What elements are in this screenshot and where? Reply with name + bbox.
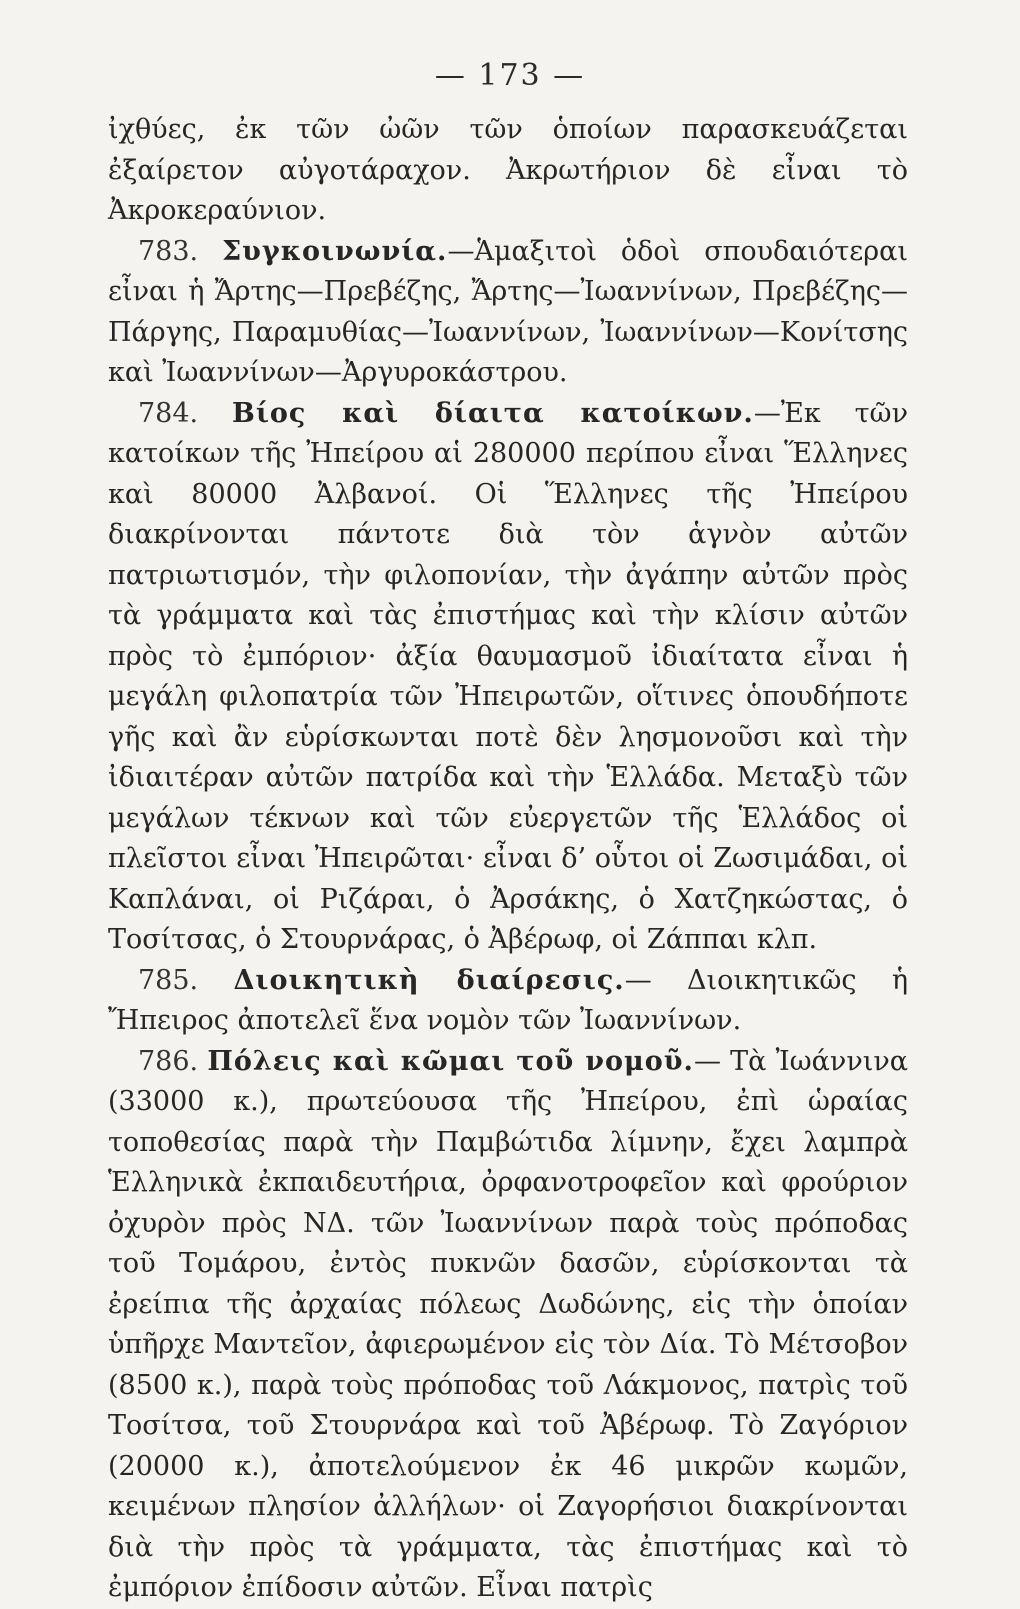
paragraph-body: —Ἐκ τῶν κατοίκων τῆς Ἠπείρου αἱ 280000 περίπου εἶναι Ἕλληνες καὶ 80000 Ἀλβανοί. Οἱ Ἕλληνες τῆς Ἠπείρου διακρίνονται πάντοτε διὰ τὸν ἁγνὸν αὐτῶν πατριωτισμόν, τὴν φιλοπονίαν, τὴν ἀγάπην αὐτῶν πρὸς τὰ γράμματα καὶ τὰς ἐπιστήμας καὶ τὴν κλίσιν αὐτῶν πρὸς τὸ ἐμπόριον· ἀξία θαυμασμοῦ ἰδιαίτατα εἶναι ἡ μεγάλη φιλοπατρία τῶν Ἠπειρωτῶν, οἵτινες ὁπουδήποτε γῆς καὶ ἂν εὑρίσκωνται ποτὲ δὲν λησμονοῦσι καὶ τὴν ἰδιαιτέραν αὐτῶν πατρίδα καὶ τὴν Ἑλλάδα. Μεταξὺ τῶν μεγάλων τέκνων καὶ τῶν εὐεργετῶν τῆς Ἑλλάδος οἱ πλεῖστοι εἶναι Ἠπειρῶται· εἶναι δ’ οὗτοι οἱ Ζωσιμάδαι, οἱ Καπλάναι, οἱ Ριζάραι, ὁ Ἀρσάκης, ὁ Χατζηκώστας, ὁ Τοσίτσας, ὁ Στουρνάρας, ὁ Ἀβέρωφ, οἱ Ζάππαι κλπ. (108, 397, 908, 955)
paragraph-body: ἰχθύες, ἐκ τῶν ὠῶν τῶν ὁποίων παρασκευάζεται ἐξαίρετον αὐγοτάραχον. Ἀκρωτήριον δὲ εἶναι τὸ Ἀκροκεραύνιον. (108, 114, 908, 226)
section-number: 786. (138, 1045, 199, 1077)
paragraph-continuation (108, 110, 908, 232)
section-heading: Συγκοινωνία. (222, 235, 448, 267)
paragraph-786 (108, 1042, 908, 1609)
paragraph-body: — Τὰ Ἰωάννινα (33000 κ.), πρωτεύουσα τῆς Ἠπείρου, ἐπὶ ὡραίας τοποθεσίας παρὰ τὴν Παμβώτιδα λίμνην, ἔχει λαμπρὰ Ἑλληνικὰ ἐκπαιδευτήρια, ὀρφανοτροφεῖον καὶ φρούριον ὀχυρὸν πρὸς ΝΔ. τῶν Ἰωαννίνων παρὰ τοὺς πρόποδας τοῦ Τομάρου, ἐντὸς πυκνῶν δασῶν, εὑρίσκονται τὰ ἐρείπια τῆς ἀρχαίας πόλεως Δωδώνης, εἰς τὴν ὁποίαν ὑπῆρχε Μαντεῖον, ἀφιερωμένον εἰς τὸν Δία. Τὸ Μέτσοβον (8500 κ.), παρὰ τοὺς πρόποδας τοῦ Λάκμονος, πατρὶς τοῦ Τοσίτσα, τοῦ Στουρνάρα καὶ τοῦ Ἀβέρωφ. Τὸ Ζαγόριον (20000 κ.), ἀποτελούμενον ἐκ 46 μικρῶν κωμῶν, κειμένων πλησίον ἀλλήλων· οἱ Ζαγορήσιοι διακρίνονται διὰ τὴν πρὸς τὰ γράμματα, τὰς ἐπιστήμας καὶ τὸ ἐμπόριον ἐπίδοσιν αὐτῶν. Εἶναι πατρὶς (108, 1045, 908, 1603)
section-heading: Διοικητικὴ διαίρεσις. (233, 964, 625, 996)
section-number: 784. (138, 397, 199, 429)
section-heading: Πόλεις καὶ κῶμαι τοῦ νομοῦ. (207, 1045, 694, 1077)
page-number: — 173 — (434, 58, 586, 93)
paragraph-body: — Διοικητικῶς ἡ Ἤπειρος ἀποτελεῖ ἕνα νομὸν τῶν Ἰωαννίνων. (108, 964, 909, 1036)
paragraph-783 (108, 232, 908, 394)
body-text (108, 110, 908, 1609)
paragraph-785 (108, 961, 908, 1042)
section-number: 783. (138, 235, 199, 267)
paragraph-784 (108, 394, 908, 961)
paragraph-body: —Ἁμαξιτοὶ ὁδοὶ σπουδαιότεραι εἶναι ἡ Ἄρτης—Πρεβέζης, Ἄρτης—Ἰωαννίνων, Πρεβέζης—Πάργης, Παραμυθίας—Ἰωαννίνων, Ἰωαννίνων—Κονίτσης καὶ Ἰωαννίνων—Ἀργυροκάστρου. (108, 235, 908, 388)
section-number: 785. (138, 964, 199, 996)
section-heading: Βίος καὶ δίαιτα κατοίκων. (232, 397, 754, 429)
